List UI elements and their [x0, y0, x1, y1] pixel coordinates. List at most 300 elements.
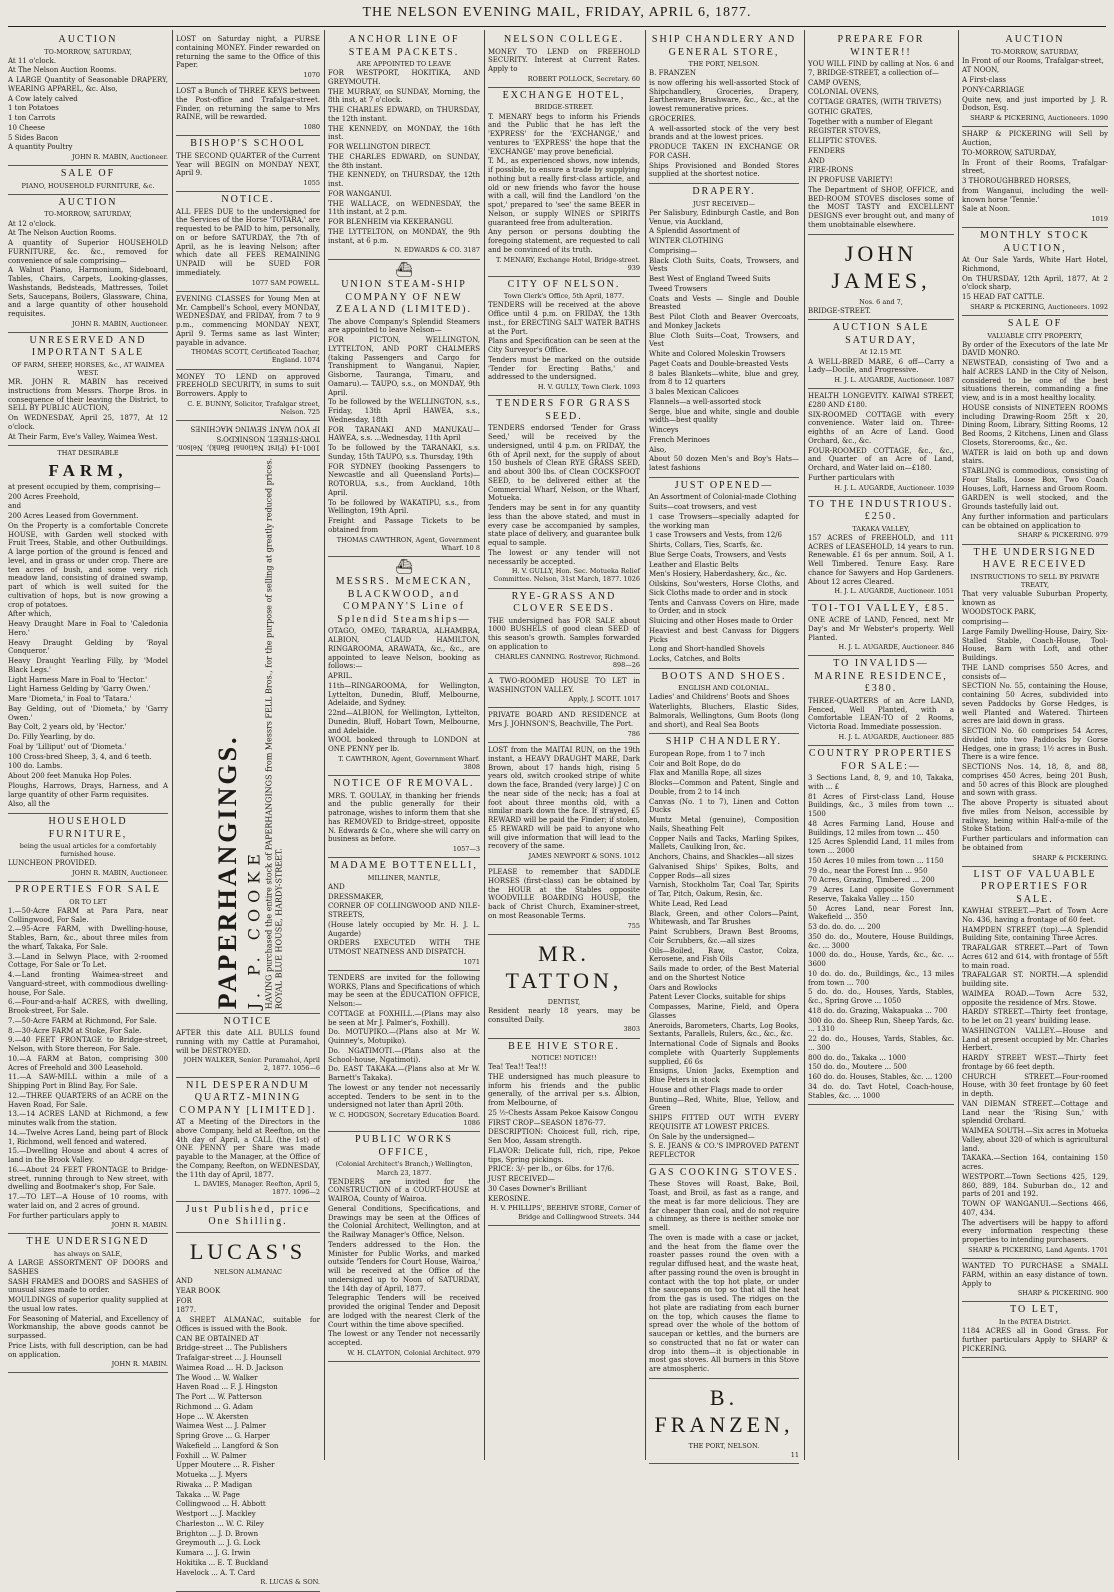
ad-signature: JOHN R. MABIN, Auctioneer. [72, 869, 168, 877]
advertisement [176, 292, 320, 370]
ad-line: FOR WANGANUI. [328, 189, 392, 198]
ad-line: DESCRIPTION: Choicest full, rich, ripe, Sen Moo, Assam strength. [488, 1128, 640, 1146]
ad-line: Blocks—Common and Patent, Single and Double, from 2 to 14 inch [649, 779, 799, 796]
ad-line: 100 do. Lambs. [8, 762, 63, 771]
ad-line: Winceys [649, 426, 679, 434]
ad-line: 160 do. do. Houses, Stables, &c. ... 1200 [808, 1073, 953, 1081]
ad-line: YOU WILL FIND by calling at Nos. 6 and 7, BRIDGE-STREET, a collection of— [808, 60, 954, 77]
ad-signature: SHARP & PICKERING. 979 [1017, 531, 1108, 540]
ad-line: Charleston ... W. C. Riley [176, 1519, 264, 1528]
ad-line: Heavy Draught Gelding by 'Royal Conqueror.' [8, 638, 168, 656]
ad-line: and [8, 502, 22, 511]
advertisement [176, 32, 320, 84]
ad-line: WOOL booked through to LONDON at ONE PENNY per lb. [328, 736, 480, 753]
ad-line: Plans and Specification can be seen at the City Surveyor's Office. [488, 337, 640, 355]
ad-line: Do. NGATIMOTI.—(Plans also at the School-house, Ngatimoti). [328, 1046, 480, 1064]
ad-line: Also, all the [8, 800, 50, 809]
ad-line: GOTHIC GRATES, [808, 107, 873, 116]
ad-line: In Front of our Rooms, Trafalgar-street, [962, 56, 1104, 65]
ad-line: Ploughs, Harrows, Drays, Harness, and A large quantity of other Farm requisites. [8, 781, 168, 799]
ad-line: FOR PICTON, WELLINGTON, LYTTELTON, AND PORT CHALMERS (taking Passengers and Cargo for Transhipment to Wanganui, Napier, Gisborne, Tauranga, Timaru, and Oamaru).— TAUPO, s.s., on MONDAY, 9th April. [328, 336, 480, 397]
ad-line: FOR WELLINGTON DIRECT. [328, 143, 431, 152]
ad-line: Comprising— [649, 246, 698, 255]
steamship-icon: ⛴ [395, 558, 413, 575]
advertisement [962, 1302, 1108, 1358]
ad-line: PONY-CARRIAGE [962, 85, 1025, 94]
advertisement [176, 456, 320, 1013]
ad-line: White Lead, Red Lead [649, 899, 728, 908]
ad-heading: BEE HIVE STORE. [508, 1040, 620, 1052]
ad-line: 1 case Trowsers and Vests, from 12/6 [649, 531, 782, 540]
ad-line: Locks, Catches, and Bolts [649, 655, 741, 663]
ad-line: FIRE-IRONS [808, 166, 854, 175]
advertisement [808, 601, 954, 657]
ad-subheading: Town Clerk's Office, 5th April, 1877. [503, 292, 625, 301]
ad-signature: H. J. L. AUGARDE, Auctioneer. 1051 [834, 587, 954, 596]
ad-line: 14.—Twelve Acres Land, being part of Block 1, Richmond, well fenced and watered. [8, 1128, 168, 1146]
ad-line: The above Property is situated about five miles from Nelson, accessible by railway, being within Half-a-mile of the Stoke Station. [962, 799, 1108, 834]
ad-line: WINTER CLOTHING [649, 237, 724, 245]
ad-signature: H. J. L. AUGARDE, Auctioneer. 1087 [834, 376, 954, 384]
ad-line: 150 do. do., Moutere ... 500 [808, 1063, 907, 1072]
ad-line: Any further information and particulars can be obtained on application to [962, 512, 1108, 530]
advertisement [488, 865, 640, 935]
ad-heading: TO THE INDUSTRIOUS. £250. [808, 498, 954, 523]
ad-subheading: PIANO, HOUSEHOLD FURNITURE, &c. [21, 181, 155, 190]
advertisement [8, 446, 168, 814]
ad-line: 3.—Land in Selwyn Place, with 2-roomed Cottage, For Sale or To Let. [8, 952, 168, 970]
advertisement [328, 1132, 480, 1362]
ad-line: LOST on Saturday night, a PURSE containing MONEY. Finder rewarded on returning the same to the Office of this Paper. [176, 35, 320, 70]
ad-heading: FARM, [48, 460, 128, 480]
ad-line: COLONIAL OVENS, [808, 88, 879, 97]
ad-line: Paget Coats and Double-breasted Vests [649, 359, 789, 368]
ad-line: TENDERS are invited for the following WORKS, Plans and Specifications of which may be seen at the EDUCATION OFFICE, Nelson:— [328, 973, 480, 1009]
ad-line: 22nd—ALBION, for Wellington, Lyttelton, Dunedin, Bluff, Hobart Town, Melbourne, and Adelaide. [328, 709, 480, 735]
ad-line: Tea! Tea!! Tea!!! [488, 1063, 547, 1072]
ad-line: Sails made to order, of the Best Material and on the Shortest Notice [649, 965, 799, 982]
ad-line: European Rope, from 1 to 7 inch [649, 749, 766, 758]
ad-line: 350 do. do., Moutere, House Buildings, &c. ... 3000 [808, 932, 954, 950]
ad-line: 11th—RINGAROOMA, for Wellington, Lyttelton, Dunedin, Bluff, Melbourne, Adelaide, and Sydney. [328, 681, 480, 708]
ad-line: Long and Short-handled Shovels [649, 645, 765, 654]
ad-line: Telegraphic Tenders will be received provided the original Tender and Deposit are lodged with the nearest Clerk of the Court within the time above specified. [328, 1294, 480, 1329]
advertisement [328, 971, 480, 1133]
ad-line: Richmond ... G. Adam [176, 1402, 254, 1411]
ad-line: Do. Filly Yearling, by do. [8, 733, 95, 741]
ad-line: Tenders must be marked on the outside 'Tender for Erecting Baths,' and addressed to the undersigned. [488, 355, 640, 382]
ad-heading: MR. TATTON, [505, 940, 623, 994]
ad-line: Greymouth ... J. G. Lock [176, 1539, 261, 1548]
ad-line: GROCERIES. [649, 114, 696, 123]
ad-line: THE WALLACE, on WEDNESDAY, the 11th instant, at 2 p.m. [328, 199, 480, 217]
ad-line: Brighton ... J. D. Brown [176, 1529, 259, 1538]
ad-line: At The Nelson Auction Rooms. [8, 229, 117, 238]
ad-line: 48 Acres Farming Land, House and Buildings, 12 miles from town ... 450 [808, 819, 954, 837]
ad-heading: UNION STEAM-SHIP COMPANY OF NEW ZEALAND (LIMITED). [336, 279, 472, 315]
advertisement [488, 589, 640, 674]
advertisement [649, 669, 799, 735]
ad-heading: UNRESERVED AND IMPORTANT SALE [29, 334, 147, 359]
ad-line: 150 Acres 10 miles from town ... 1150 [808, 856, 944, 865]
advertisement [649, 734, 799, 1165]
advertisement [176, 1078, 320, 1202]
ad-subheading: TO-MORROW, SATURDAY, [44, 47, 132, 56]
ad-heading: MADAME BOTTENELLI, [330, 860, 478, 872]
advertisement [328, 260, 480, 557]
masthead-rule [8, 26, 1106, 27]
ad-line: ALL FEES DUE to the undersigned for the Services of the Horse 'TOTARA,' are requested to be PAID to him, personally, on or before SATURDAY, the 7th of April, as he is leaving Nelson; after which date all FEES REMAINING UNPAID will be SUED FOR immediately. [176, 207, 320, 277]
ad-line: 12.—THREE QUARTERS of an ACRE on the Haven Road, For Sale. [8, 1091, 168, 1109]
ad-line: Compasses, Marine, Field, and Opera Glasses [649, 1003, 799, 1020]
ad-line: THE LAND comprises 550 Acres, and consists of— [962, 663, 1108, 681]
ad-line: 1184 ACRES all in Good Grass. For further particulars Apply to SHARP & PICKERING. [962, 1327, 1108, 1353]
ad-line: AT NOON, [962, 66, 1000, 75]
advertisement [962, 316, 1108, 545]
ad-line: is now offering his well-assorted Stock of Shipchandlery, Groceries, Drapery, Earthenware, Brushware, &c., &c., at the lowest remunerative prices. [649, 78, 799, 114]
ad-signature: Apply, J. SCOTT. 1017 [568, 695, 640, 704]
ad-subheading: THE PORT, NELSON. [688, 1441, 760, 1450]
ad-signature: N. EDWARDS & CO. 3187 [394, 246, 480, 255]
advertisement [176, 1202, 320, 1233]
ad-line: PLEASE to remember that SADDLE HORSES (first-class) can be obtained by the HOUR at the Stables opposite WOODVILLE BOARDING HOUSE, the back of Christ Church, Examiner-street, on most Reasonable Terms. [488, 868, 640, 920]
ad-line: 200 Acres Leased from Government. [8, 512, 139, 520]
advertisement [488, 396, 640, 588]
ad-subheading: Nos. 6 and 7, [859, 297, 903, 306]
ad-line: Galvanised Ships' Spikes, Bolts, and Copper Rods—all sizes [649, 862, 799, 880]
ad-signature: JOHN R. MABIN, Auctioneer. [72, 153, 168, 162]
ad-subheading: OF FARM, SHEEP, HORSES, &c., AT WAIMEA WEST. [11, 360, 165, 377]
ad-line: Mare 'Diometa,' in Foal to 'Tatara.' [8, 695, 132, 703]
ad-line: Hokitika ... E. T. Buckland [176, 1558, 269, 1567]
ad-line: ONE ACRE of LAND, Fenced, next Mr Day's and Mr Webster's property. Well Planted. [808, 616, 954, 642]
ad-line: Serge, blue and white, single and double width—best quality [649, 407, 799, 425]
ad-line: Copper Nails and Tacks, Marling Spikes, Mallets, Caulking Iron, &c. [649, 834, 799, 852]
ad-line: Sale at Noon. [962, 205, 1011, 214]
ad-line: At 12 o'clock. [8, 219, 57, 228]
ad-line: CHURCH STREET.—Four-roomed House, with 30 feet frontage by 60 feet in depth. [962, 1072, 1108, 1099]
ad-heading: NELSON COLLEGE. [504, 34, 624, 45]
ad-heading: LIST OF VALUABLE PROPERTIES FOR SALE. [973, 868, 1097, 905]
ad-subheading: THE PORT, NELSON. [688, 60, 760, 68]
ad-line: ROYAL BLUE HOUSE, HARDY-STREET. [274, 848, 284, 1010]
ad-line: THE LYTTELTON, on MONDAY, the 9th instant, at 6 p.m. [328, 227, 480, 245]
ad-line: 8.—30-Acre FARM at Stoke, For Sale. [8, 1026, 142, 1035]
ad-line: THE KENNEDY, on THURSDAY, the 12th inst. [328, 171, 480, 189]
ad-line: Any person or persons doubting the foregoing statement, are requested to call and be convinced of its truth. [488, 228, 640, 254]
ad-line: 4.—Land fronting Waimea-street and Vanguard-street, with commodious dwelling-house, For Sale. [8, 971, 168, 997]
ad-line: PRICE: 3/- per lb., or 6lbs. for 17/6. [488, 1165, 615, 1174]
ad-line: AND [808, 156, 825, 165]
ad-line: Freight and Passage Tickets to be obtained from [328, 517, 480, 534]
ad-line: Havelock ... A. T. Card [176, 1568, 256, 1577]
ad-heading: GAS COOKING STOVES. [649, 1166, 799, 1178]
advertisement [176, 192, 320, 292]
ad-line: SECTIONS Nos. 14, 18, 8, and 88, comprises 450 Acres, being 201 Bush, and 50 acres of this Block are ploughed and sown with grass. [962, 763, 1108, 798]
ad-line: Riwaka ... P. Madigan [176, 1480, 253, 1489]
ad-line: French Merinoes [649, 435, 710, 444]
ad-line: TENDERS will be received at the above Office until 4 p.m. on FRIDAY, the 13th inst., for ERECTING SALT WATER BATHS at the Port. [488, 301, 640, 336]
ad-line: TENDERS endorsed 'Tender for Grass Seed,' will be received by the undersigned, until 4 p.m. on FRIDAY, the 6th of April next, for the supply of about 150 bushels of Clean RYE GRASS SEED, and about 300 lbs. of Clean COCKSFOOT SEED, to be delivered either at the Commercial Wharf, Nelson, or the Wharf, Motueka. [488, 424, 640, 503]
inverted-advertisement [176, 424, 320, 451]
ad-line: AND [176, 1277, 193, 1286]
ad-line: 6.—Four-and-a-half ACRES, with dwelling, Brook-street, For Sale. [8, 998, 168, 1015]
ad-line: Paint Scrubbers, Drawn Best Brooms, Coir Scrubbers, &c.—all sizes [649, 928, 799, 945]
ad-line: FOR [176, 1296, 192, 1305]
ad-line: 70 Acres, Grazing, Timbered ... 200 [808, 876, 935, 885]
advertisement [328, 858, 480, 971]
column-rule [324, 30, 325, 1460]
ad-line: SASH FRAMES and DOORS and SASHES of unusual sizes made to order. [8, 1277, 168, 1295]
ad-line: HEALTH LONGEVITY. KAIWAI STREET, £280 AND £180. [808, 392, 954, 409]
ad-line: JUST RECEIVED— [488, 1175, 555, 1184]
column-4 [488, 32, 640, 1458]
ad-subheading: OR TO LET [69, 897, 107, 906]
ad-line: 10 do. do. do., Buildings, &c., 13 miles from town ... 700 [808, 969, 954, 987]
ad-line: 1000 do. do., House, Yards, &c., &c. ... 3600 [808, 951, 954, 968]
ad-subheading: TO-MORROW, SATURDAY, [991, 47, 1079, 56]
ad-signature: 1071 [463, 957, 480, 966]
vertical-advertisement [212, 458, 285, 1009]
ad-line: Flannels—a well-assorted stock [649, 397, 761, 406]
ad-line: TOWN OF WANGANUI.—Sections 466, 407, 434. [962, 1200, 1108, 1217]
advertisement [808, 32, 954, 235]
ad-line: Further particulars and information can be obtained from [962, 835, 1108, 852]
ad-line: KEROSINE. [488, 1194, 531, 1203]
advertisement [488, 277, 640, 397]
ad-signature: H. V. GULLY, Town Clerk. 1093 [537, 383, 640, 392]
ad-heading: AUCTION [1005, 34, 1065, 45]
ad-signature: 1055 [303, 179, 320, 187]
ad-line: FOR WESTPORT, HOKITIKA, AND GREYMOUTH. [328, 69, 480, 86]
ad-line: Shirts, Collars, Ties, Scarfs, &c. [649, 541, 763, 549]
ad-line: About 50 dozen Men's and Boy's Hats—latest fashions [649, 455, 799, 472]
ad-line: Foxhill ... W. Palmer [176, 1451, 247, 1460]
ad-heading: NIL DESPERANDUM QUARTZ-MINING COMPANY [LIMITED]. [179, 1079, 317, 1116]
column-3 [328, 32, 480, 1458]
ad-signature: SHARP & PICKERING. 900 [1017, 1289, 1108, 1298]
ad-line: MONEY TO LEND on approved FREEHOLD SECURITY, in sums to suit Borrowers. Apply to [176, 372, 320, 398]
ad-subheading: INSTRUCTIONS TO SELL BY PRIVATE TREATY, [970, 572, 1100, 589]
advertisement [488, 674, 640, 709]
ad-line: from Wanganui, including the well-known horse 'Tennie.' [962, 186, 1108, 204]
ad-line: 16.—About 24 FEET FRONTAGE to Bridge-street, running through to New street, with dwelling and Bootmaker's shop, For Sale. [8, 1165, 168, 1192]
ad-line: These Stoves will Roast, Bake, Boil, Toast, and Broil, as fast as a range, and the meat is far more delicious. They are far cheaper than coal, and do not require a chimney, as there is neither smoke nor smell. [649, 1180, 799, 1233]
ad-line: A Splendid Assortment of [649, 227, 740, 236]
ad-signature: 3803 [623, 1025, 640, 1034]
ad-signature: W. C. HODGSON, Secretary Education Board. 1086 [329, 1111, 480, 1128]
ad-line: FOR TARANAKI AND MANUKAU— HAWEA, s.s. ...Wednesday, 11th April [328, 425, 480, 443]
ad-line: Heavy Draught Yearling Filly, by 'Model Black Legs.' [8, 657, 168, 674]
ad-line: By order of the Executors of the late Mr DAVID MONRO. [962, 340, 1108, 358]
ad-line: MOULDINGS of superior quality supplied at the usual low rates. [8, 1296, 168, 1313]
ad-line: 22 do. do., Houses, Yards, Stables, &c. ... 300 [808, 1035, 954, 1052]
ad-line: STABLING is commodious, consisting of Four Stalls, Loose Box, Two Coach Houses, Loft, Harness and Groom Room. [962, 467, 1108, 493]
ad-line: KAWHAI STREET.—Part of Town Acre No. 436, having a frontage of 60 feet. [962, 907, 1108, 924]
ad-heading: BOOTS AND SHOES. [661, 670, 787, 682]
ad-line: 200 Acres Freehold, [8, 492, 81, 501]
ad-heading: B. FRANZEN, [654, 1384, 794, 1438]
ad-line: After which, [8, 610, 52, 619]
ad-line: at present occupied by them, comprising— [8, 482, 161, 491]
ad-line: 1001-14 (First National Bank), Nelson. TORY-STREET, NOSNIKDO'S [176, 434, 320, 452]
ad-subheading: In the PATEA District. [998, 1317, 1072, 1326]
ad-line: FENDERS [808, 146, 845, 155]
ad-heading: PREPARE FOR WINTER!! [837, 34, 925, 58]
ad-line: A LARGE ASSORTMENT OF DOORS and SASHES [8, 1259, 168, 1276]
ad-line: AND [328, 882, 345, 891]
ad-line: 1.—50-Acre FARM at Para Para, near Collingwood, For Sale. [8, 906, 168, 924]
ad-line: 53 do. do. do. ... 200 [808, 923, 881, 931]
ad-subheading: DENTIST, [547, 997, 581, 1006]
ad-line: TO-MORROW, SATURDAY, [962, 148, 1057, 157]
ad-line: SECTION No. 60 comprises 54 Acres, divided into two Paddocks by Gorse Hedges, one in grass; 1½ acres in Bush. There is a wire fence. [962, 727, 1108, 762]
advertisement [8, 1234, 168, 1373]
ad-line: WANTED TO PURCHASE a SMALL FARM, within an easy distance of town. Apply to [962, 1262, 1108, 1288]
ad-line: Further particulars with [808, 473, 895, 482]
ad-line: The above Company's Splendid Steamers are appointed to leave Nelson— [328, 317, 480, 335]
ad-signature: C. E. BUNNY, Solicitor, Trafalgar street, Nelson. 725 [187, 399, 320, 416]
ad-line: The oven is made with a case or jacket, and the heat from the flame over the roaster passes round the oven with a regular diffused heat, and the waste heat, after passing round the oven is brought in contact with the top hot plate, or under the saucepans on top so that all the heat from the gas is used. The ridges on the hot plate are radiating from each burner on the top, which causes the flame to spread over the whole of the bottom of saucepan or kettles, and the burners are so constructed that no fat or water can drop into them—it is objectionable in most gas stoves. All burners in this Stove are atmospheric. [649, 1233, 799, 1374]
ad-line: S. E. JEANS & CO.'S IMPROVED PATENT REFLECTOR [649, 1142, 799, 1160]
ad-line: LOST a Bunch of THREE KEYS between the Post-office and Trafalgar-street. Finder, on returning the same to Mrs RAINE, will be rewarded. [176, 87, 320, 122]
ad-signature: 786 [627, 729, 640, 738]
column-rule [645, 30, 646, 1460]
ad-heading: RYE-GRASS AND CLOVER SEEDS. [511, 590, 617, 614]
ad-heading: CITY OF NELSON. [507, 278, 621, 290]
ad-line: HAMPDEN STREET (top).—A Splendid Building Site, containing Three Acres. [962, 925, 1108, 943]
ad-signature: ROBERT POLLOCK, Secretary. 60 [527, 74, 640, 83]
ad-line: On Sale by the undersigned— [649, 1132, 755, 1141]
column-6 [808, 32, 954, 1458]
ad-heading: PUBLIC WORKS OFFICE, [355, 1134, 453, 1158]
ad-heading: BISHOP'S SCHOOL [190, 138, 306, 150]
ad-line: Ladies' and Childrens' Boots and Shoes [649, 693, 790, 702]
ad-line: Flax and Manilla Rope, all sizes [649, 769, 762, 778]
ad-line: A TWO-ROOMED HOUSE TO LET in WASHINGTON VALLEY. [488, 676, 640, 694]
ad-line: Blue Cloth Suits—Coat, Trowsers, and Vest [649, 331, 799, 349]
ad-heading: THE UNDERSIGNED [26, 1236, 150, 1248]
ad-subheading: ARE APPOINTED TO LEAVE [356, 60, 452, 68]
ad-line: Anchors, Chains, and Shackles—all sizes [649, 853, 794, 862]
advertisement [176, 1014, 320, 1078]
ad-line: A well-assorted stock of the very best brands and at the lowest prices. [649, 124, 799, 142]
ad-signature: JAMES NEWPORT & SONS. 1012 [528, 852, 640, 860]
advertisement [649, 1379, 799, 1464]
ad-line: OTAGO, OMEO, TARARUA, ALHAMBRA, ALBION, CLAUD HAMILTON, RINGAROOMA, ARAWATA, &c., &c., are appointed to leave Nelson, booking as follows:— [328, 627, 480, 671]
ad-line: TAKAKA.—Section 164, containing 150 acres. [962, 1154, 1108, 1172]
ad-subheading: MILLINER, MANTLE, [367, 873, 441, 882]
ad-line: Light Harness Mare in Foal to 'Hector.' [8, 675, 148, 684]
ad-line: 125 Acres Splendid Land, 11 miles from town ... 2000 [808, 838, 954, 855]
ad-signature: THOMAS CAWTHRON, Agent, Government Wharf. 10 8 [336, 535, 480, 552]
ad-heading: SHIP CHANDLERY. [665, 736, 783, 748]
advertisement [962, 1259, 1108, 1302]
ad-heading: EXCHANGE HOTEL, [502, 89, 626, 101]
ad-line: Wakefield ... Langford & Son [176, 1441, 279, 1450]
ad-line: Best West of England Tweed Suits [649, 275, 771, 283]
advertisement [8, 814, 168, 882]
ad-line: (House lately occupied by Mr. H. J. L. Augarde) [328, 920, 480, 938]
advertisement [176, 370, 320, 422]
ad-line: To be followed by WAKATIPU, s.s., from Wellington, 19th April. [328, 498, 480, 516]
ad-line: Bridge-street ... The Publishers [176, 1344, 288, 1353]
ad-subheading: At 12.15 MT. [859, 348, 903, 357]
ad-line: Oils—Boiled, Raw, Castor, Colza, Kerosene, and Fish Oils [649, 946, 799, 964]
ad-line: At The Nelson Auction Rooms. [8, 66, 117, 75]
ad-line: The Wood ... W. Walker [176, 1373, 258, 1382]
ad-line: HARDY STREET.—Thirty feet frontage, to be let on 21 years' building lease. [962, 1008, 1108, 1026]
ad-line: THE undersigned has FOR SALE about 1000 BUSHELS of good clean SEED of this season's growth. Samples forwarded on application to [488, 616, 640, 651]
ad-line: Waimea West ... J. Palmer [176, 1422, 267, 1431]
ad-line: 800 do. do., Takaka ... 1000 [808, 1053, 906, 1062]
ad-signature: W. H. CLAYTON, Colonial Architect. 979 [347, 1348, 480, 1357]
ad-heading: LUCAS'S [189, 1238, 307, 1264]
ad-line: TENDERS are invited for the CONSTRUCTION of a COURT-HOUSE at WAIROA, County of Wairoa. [328, 1177, 480, 1204]
ad-line: Tweed Trowsers [649, 284, 708, 293]
ad-line: Best Pilot Cloth and Beaver Overcoats, and Monkey Jackets [649, 313, 799, 330]
ad-line: THE KENNEDY, on MONDAY, the 16th inst. [328, 124, 480, 142]
ad-line: At Our Sale Yards, White Hart Hotel, Richmond, [962, 256, 1108, 273]
ad-signature: SHARP & PICKERING, Land Agents. 1701 [968, 1245, 1108, 1254]
ad-line: Patent Lever Clocks, suitable for ships [649, 993, 786, 1002]
ad-heading: NOTICE [223, 1015, 273, 1027]
advertisement [962, 867, 1108, 1259]
ad-line: YEAR BOOK [176, 1286, 221, 1295]
ad-heading: TO INVALIDS—MARINE RESIDENCE, £380. [814, 658, 948, 695]
column-rule [172, 30, 173, 1460]
ad-line: 300 do. do. Sheep Run, Sheep Yards, &c. ... 1310 [808, 1016, 954, 1034]
ad-line: For Seasoning of Material, and Excellency of Workmanship, the above goods cannot be surpassed. [8, 1314, 168, 1340]
ad-line: A Walnut Piano, Harmonium, Sideboard, Tables, Chairs, Carpets, Looking-glasses, Washstands, Bedsteads, Mattresses, Toilet Sets, Saucepans, Boilers, Glassware, China, and a large quantity of other household requisites. [8, 266, 168, 318]
ad-line: REGISTER STOVES, [808, 127, 881, 136]
ad-heading: PAPERHANGINGS. [212, 734, 242, 1010]
advertisement [962, 545, 1108, 867]
ad-line: 3 bales Mexican Calicoes [649, 388, 739, 396]
ad-line: Blue Serge Coats, Trowsers, and Vests [649, 550, 787, 559]
advertisement [649, 184, 799, 478]
ad-line: On WEDNESDAY, April 25, 1877, At 12 o'clock. [8, 414, 168, 431]
ad-line: AT a Meeting of the Directors in the above Company, held at Reefton, on the 4th day of April, a CALL (the 1st) of ONE PENNY per Share was made payable to the Manager, at the Office of the Company, Reefton, on WEDNESDAY, the 11th day of April, 1877. [176, 1118, 320, 1179]
advertisement [808, 656, 954, 746]
ad-signature: 1070 [303, 71, 320, 79]
ad-line: VAN DIEMAN STREET.—Cottage and Land near the 'Rising Sun,' with splendid Orchard. [962, 1099, 1108, 1126]
ad-line: At 11 o'clock. [8, 56, 57, 65]
ad-line: PRIVATE BOARD AND RESIDENCE at Mrs J. JOHNSON'S, Beachville, The Port. [488, 711, 640, 729]
ad-line: Aneroids, Barometers, Charts, Log Books, Sextants, Parallels, Rulers, &c., &c., &c. [649, 1021, 799, 1039]
ad-heading: MESSRS. McMECKAN, BLACKWOOD, and COMPANY'S Line of Splendid Steamships— [335, 576, 473, 625]
ad-line: COTTAGE at FOXHILL.—(Plans may also be seen at Mr J. Palmer's, Foxhill). [328, 1009, 480, 1027]
ad-line: T. M., as experienced shows, now intends, if possible, to ensure a trade by supplying nothing but a really first-class article, and old or new friends who favor the house with a call, will find the Landlord 'on the spot,' prepared to 'see' the same BEER in Nelson, or supply WINES or SPIRITS guaranteed free from adulteration. [488, 157, 640, 227]
ad-line: Bay Gelding, out of 'Diometa,' by 'Garry Owen.' [8, 704, 168, 722]
ad-line: BRIDGE-STREET. [808, 306, 871, 315]
ad-line: 8 bales Blankets—white, blue and grey, from 8 to 12 quarters [649, 369, 799, 387]
ad-line: MONEY TO LEND on FREEHOLD SECURITY. Interest at Current Rates. Apply to [488, 47, 640, 73]
advertisement [962, 228, 1108, 316]
ad-line: Sluicing and other Hoses made to Order [649, 617, 793, 625]
ad-heading: AUCTION [58, 196, 118, 208]
advertisement [176, 84, 320, 136]
ad-line: Canvas (No. 1 to 7), Linen and Cotton Ducks [649, 797, 799, 815]
ad-line: ORDERS EXECUTED WITH THE UTMOST NEATNESS AND DISPATCH. [328, 939, 480, 956]
ad-heading: AUCTION [58, 34, 118, 45]
ad-line: Foal by 'Lilliput' out of 'Diometa.' [8, 742, 127, 751]
ad-line: 100 Cross-bred Sheep, 3, 4, and 6 teeth. [8, 752, 152, 761]
ad-line: FOUR-ROOMED COTTAGE, &c., &c., and Quarter of an Acre of Land, Orchard, and Water laid on—£180. [808, 446, 954, 473]
advertisement [8, 166, 168, 195]
ad-heading: SALE OF [1007, 318, 1063, 329]
advertisement [8, 882, 168, 1234]
